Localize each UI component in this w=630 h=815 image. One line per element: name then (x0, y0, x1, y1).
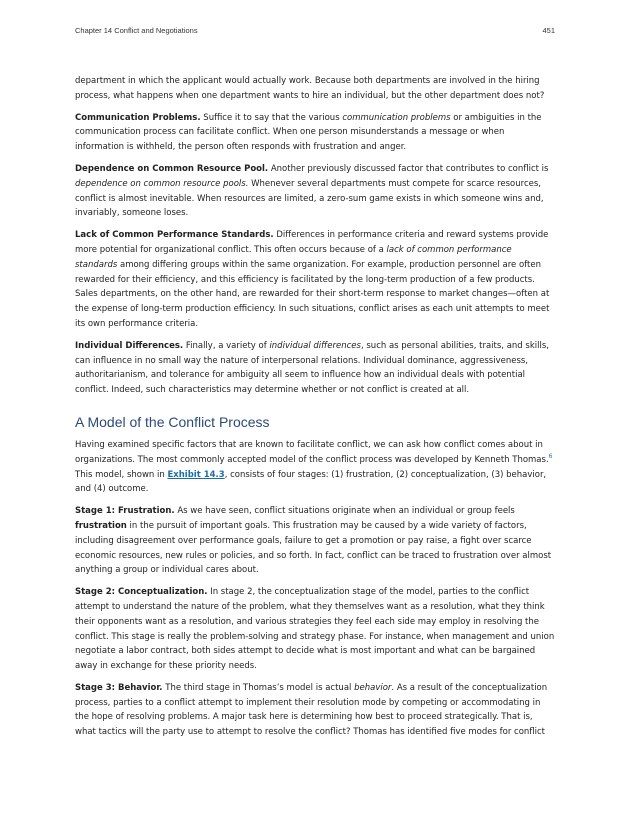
paragraph-model-intro (75, 438, 555, 497)
paragraph-text: This model, shown in (75, 469, 168, 480)
paragraph-text: Finally, a variety of (183, 340, 270, 351)
paragraph-stage-1 (75, 504, 555, 578)
paragraph-lead: Individual Differences. (75, 340, 184, 351)
paragraph-text: As we have seen, conflict situations originate when an individual or group feels (174, 506, 515, 517)
exhibit-link[interactable]: Exhibit 14.3 (167, 469, 225, 480)
paragraph-lead: Dependence on Common Resource Pool. (75, 163, 269, 174)
paragraph-text: in the pursuit of important goals. This frustration may be caused by a wide variety of factors, including disagreement over performance goals, failure to get a promotion or pay raise, a fight over scarce economic resources, new rules or policies, and so forth. In fact, conflict can be traced to frustration over almost anything a group or individual cares about. (75, 520, 552, 576)
paragraph-lead: Stage 3: Behavior. (75, 682, 163, 693)
paragraph-text: Having examined specific factors that are known to facilitate conflict, we can ask how conflict comes about in organizations. The most commonly accepted model of the conflict process was developed by Kenneth Thomas. (75, 439, 549, 465)
paragraph-continuation: department in which the applicant would actually work. Because both departments are involved in the hiring process, what happens when one department wants to hire an individual, but the other department does not? (75, 76, 545, 101)
paragraph-lead: Communication Problems. (75, 112, 201, 123)
main-content (75, 74, 555, 747)
paragraph-text: . As a result of the conceptualization process, parties to a conflict attempt to implement their resolution mode by competing or accommodating in the hope of resolving problems. A major task here is determining how best to proceed strategically. That is, what tactics will the party use to attempt to resolve the conflict? Thomas has identified five modes for conflict (75, 682, 548, 738)
paragraph-text: among differing groups within the same organization. For example, production personnel are often rewarded for their efficiency, and this efficiency is facilitated by the long-term production of a few products. Sales departments, on the other hand, are rewarded for their short-term response to market changes—often at the expense of long-term production efficiency. In such situations, conflict arises as each unit attempts to meet its own performance criteria. (75, 259, 550, 329)
paragraph-text: In stage 2, the conceptualization stage of the model, parties to the conflict attempt to understand the nature of the problem, what they themselves want as a resolution, what they think their opponents want as a resolution, and various strategies they feel each side may employ in resolving the conflict. This stage is really the problem-solving and strategy phase. For instance, when management and union negotiate a labor contract, both sides attempt to decide what is most important and what can be bargained away in exchange for these priority needs. (75, 587, 555, 672)
paragraph-text: Differences in performance criteria and reward systems provide more potential for organizational conflict. This often occurs because of a (75, 230, 549, 255)
page-header (75, 26, 555, 38)
footnote-ref[interactable]: 6 (548, 452, 553, 460)
paragraph-lead: Lack of Common Performance Standards. (75, 230, 274, 241)
bold-term: frustration (75, 520, 127, 531)
paragraph-lead: Stage 1: Frustration. (75, 506, 175, 517)
paragraph-communication-problems (75, 111, 555, 155)
emphasis-text: lack of common performance standards (75, 244, 512, 270)
paragraph-performance-standards (75, 228, 555, 332)
paragraph-stage-3 (75, 681, 555, 740)
paragraph-common-resource-pool (75, 162, 555, 221)
paragraph-text: Suffice it to say that the various (200, 112, 343, 123)
section-heading: A Model of the Conflict Process (75, 413, 270, 430)
paragraph-text: or ambiguities in the communication process can facilitate conflict. When one person misunderstands a message or when information is withheld, the person often responds with frustration and anger. (75, 112, 542, 153)
paragraph-stage-2 (75, 585, 555, 674)
paragraph-text: The third stage in Thomas’s model is actual (162, 682, 355, 693)
emphasis-text: individual differences (269, 340, 361, 351)
paragraph-lead: Stage 2: Conceptualization. (75, 587, 208, 598)
paragraph-text: Whenever several departments must compete for scarce resources, conflict is almost inevitable. When resources are limited, a zero-sum game exists in which someone wins and, invariably, someone loses. (75, 178, 544, 219)
paragraph-text: , such as personal abilities, traits, and skills, can influence in no small way the nature of interpersonal relations. Individual dominance, aggressiveness, authoritarianism, and tolerance for ambiguity all seem to influence how an individual deals with potential conflict. Indeed, such characteristics may determine whether or not conflict is created at all. (75, 340, 549, 396)
paragraph-text: , consists of four stages: (1) frustration, (2) conceptualization, (3) behavior, and (4) outcome. (75, 469, 547, 495)
chapter-title: Chapter 14 Conflict and Negotiations (75, 26, 198, 35)
paragraph-text: Another previously discussed factor that contributes to conflict is (268, 163, 549, 174)
emphasis-text: behavior (354, 682, 392, 693)
emphasis-text: dependence on common resource pools. (75, 178, 249, 189)
page-number: 451 (542, 26, 555, 35)
emphasis-text: communication problems (342, 112, 451, 123)
paragraph-individual-differences (75, 339, 555, 398)
